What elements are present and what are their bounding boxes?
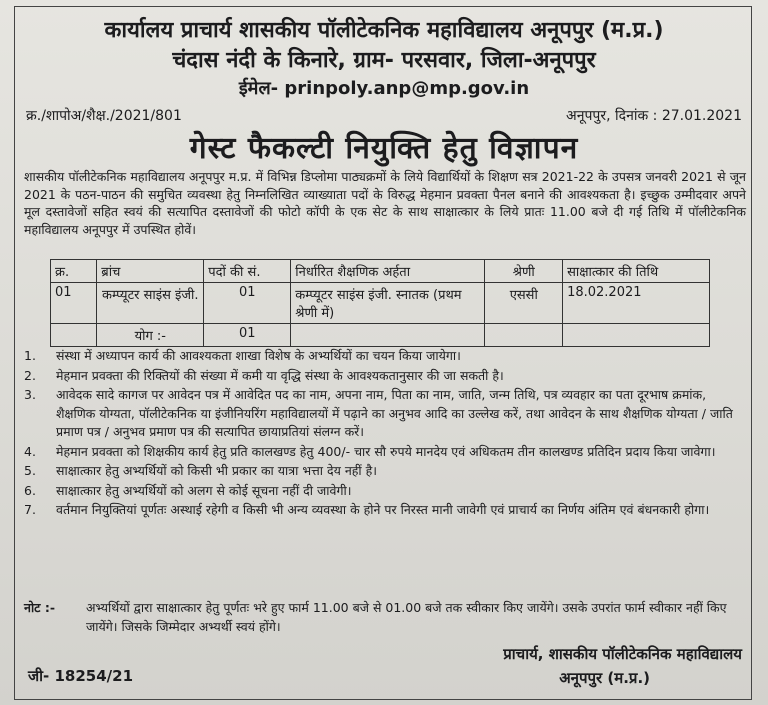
office-title: कार्यालय प्राचार्य शासकीय पॉलीटेकनिक महाविद्यालय अनूपपुर (म.प्र.) [104,18,664,43]
cell-qualification: कम्प्यूटर साइंस इंजी. स्नातक (प्रथम श्रेणी में) [291,283,485,324]
list-item [24,347,746,366]
list-item [24,443,746,462]
cell-total-empty [291,324,485,347]
cell-total-empty [485,324,563,347]
advertisement-heading: गेस्ट फैकल्टी नियुक्ति हेतु विज्ञापन [189,131,579,166]
note-text: अभ्यर्थियों द्वारा साक्षात्कार हेतु पूर्णतः भरे हुए फार्म 11.00 बजे से 01.00 बजे तक स्वीकार किए जायेंगे। उसके उपरांत फार्म स्वीकार नहीं किए जायेंगे। जिसके जिम्मेदार अभ्यर्थी स्वयं होंगे। [86,600,727,634]
list-item [24,462,746,481]
signature-title: प्राचार्य, शासकीय पॉलीटेकनिक महाविद्यालय [503,645,742,663]
term-text: साक्षात्कार हेतु अभ्यर्थियों को अलग से कोई सूचना नहीं दी जावेगी। [56,482,352,498]
reference-number: क्र./शापोअ/शैक्ष./2021/801 [26,108,182,124]
note-label: नोट :- [24,600,56,615]
list-item [24,482,746,501]
term-number: 3. [24,387,36,402]
cell-total-label: योग :- [97,324,204,347]
list-item [24,367,746,386]
posts-table [50,259,710,347]
header-interview-date: साक्षात्कार की तिथि [563,260,710,283]
term-text: वर्तमान नियुक्तियां पूर्णतः अस्थाई रहेगी व किसी भी अन्य व्यवस्था के होने पर निरस्त मानी जावेगी एवं प्राचार्य का निर्णय अंतिम एवं बंधनकारी होगा। [56,502,710,517]
office-address: चंदास नंदी के किनारे, ग्राम- परसवार, जिला-अनूपपुर [172,48,596,73]
cell-total-count: 01 [204,324,291,347]
term-number: 6. [24,482,36,498]
intro-paragraph: शासकीय पॉलीटेकनिक महाविद्यालय अनूपपुर म.प्र. में विभिन्न डिप्लोमा पाठ्यक्रमों के लिये विद्यार्थियों के शिक्षण सत्र 2021-22 के उपसत्र जनवरी 2021 से जून 2021 के पठन-पाठन की समुचित व्यवस्था हेतु निम्नलिखित व्याख्याता पदों के विरुद्ध मेहमान प्रवक्ता पैनल बनाने की आवश्यकता है। इच्छुक उम्मीदवार अपने मूल दस्तावेजों सहित स्वयं की सत्यापित दस्तावेजों की फोटो कॉपी के एक सेट के साथ साक्षात्कार के लिये प्रातः 11.00 बजे दी गई तिथि में पॉलीटेकनिक महाविद्यालय अनूपपुर में उपस्थित होवें। [24,169,746,237]
term-number: 4. [24,443,36,459]
office-email: ईमेल- prinpoly.anp@mp.gov.in [238,78,530,99]
cell-interview-date: 18.02.2021 [563,283,710,324]
note-block [24,598,746,636]
cell-post-count: 01 [204,283,291,324]
header-branch: ब्रांच [97,260,204,283]
cell-serial: 01 [51,283,97,324]
term-text: साक्षात्कार हेतु अभ्यर्थियों को किसी भी प्रकार का यात्रा भत्ता देय नहीं है। [56,463,378,478]
term-text: आवेदक सादे कागज पर आवेदन पत्र में आवेदित पद का नाम, अपना नाम, पिता का नाम, जाति, जन्म तिथि, पत्र व्यवहार का पता दूरभाष क्रमांक, शैक्षणिक योग्यता, पॉलीटेकनिक या इंजीनियरिंग महाविद्यालयों में पढ़ाने का अनुभव आदि का उल्लेख करें, तथा आवेदन के साथ शैक्षणिक योग्यता / जाति प्रमाण पत्र / अनुभव प्रमाण पत्र की सत्यापित छायाप्रतियां संलग्न करें। [56,387,733,439]
list-item [24,501,746,520]
terms-list [24,347,746,521]
header-post-count: पदों की सं. [204,260,291,283]
table-row [51,283,710,324]
header-qualification: निर्धारित शैक्षणिक अर्हता [291,260,485,283]
table-header-row [51,260,710,283]
cell-branch: कम्प्यूटर साइंस इंजी. [97,283,204,324]
advertisement-code: जी- 18254/21 [28,667,134,685]
term-text: संस्था में अध्यापन कार्य की आवश्यकता शाखा विशेष के अभ्यर्थियों का चयन किया जायेगा। [56,348,461,363]
header-category: श्रेणी [485,260,563,283]
term-number: 1. [24,348,36,363]
cell-total-empty [563,324,710,347]
signature-place: अनूपपुर (म.प्र.) [559,669,650,687]
cell-category: एससी [485,283,563,324]
cell-total-empty [51,324,97,347]
header-serial: क्र. [51,260,97,283]
table-total-row [51,324,710,347]
term-number: 5. [24,463,36,478]
term-number: 7. [24,502,36,517]
list-item [24,386,746,442]
term-text: मेहमान प्रवक्ता की रिक्तियों की संख्या में कमी या वृद्धि संस्था के आवश्यकतानुसार की जा सकती है। [56,367,504,383]
term-number: 2. [24,367,36,383]
reference-date: अनूपपुर, दिनांक : 27.01.2021 [566,108,742,124]
term-text: मेहमान प्रवक्ता को शिक्षकीय कार्य हेतु प्रति कालखण्ड हेतु 400/- चार सौ रुपये मानदेय एवं अधिकतम तीन कालखण्ड प्रतिदिन प्रदाय किया जावेगा। [56,443,716,459]
